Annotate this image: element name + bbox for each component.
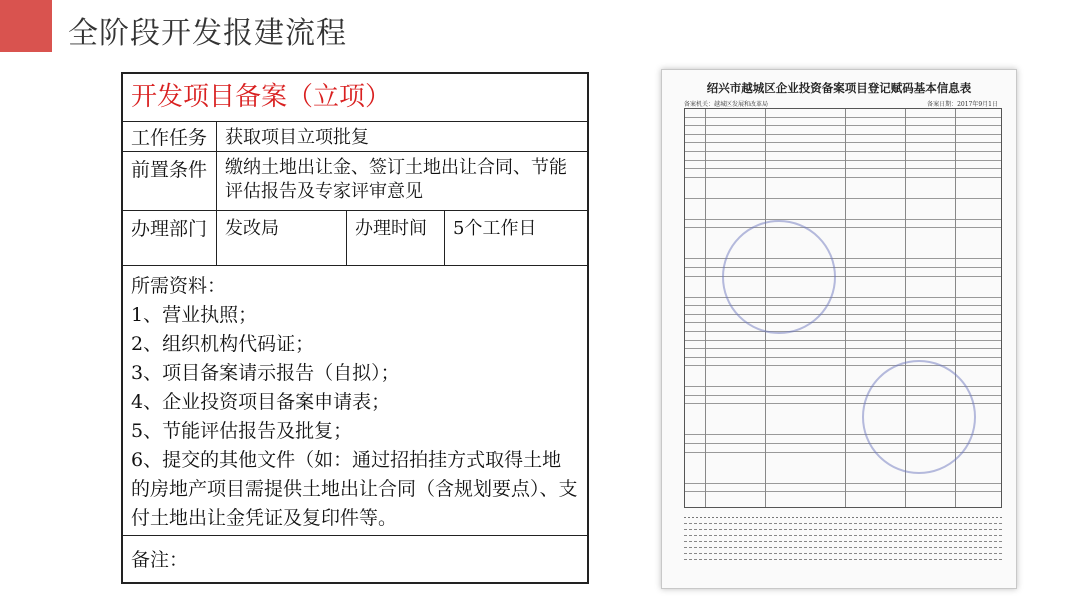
- department-row: [123, 211, 587, 266]
- precondition-label: 前置条件: [123, 152, 217, 210]
- title-accent-bar: [0, 0, 52, 52]
- official-seal: [722, 220, 836, 334]
- scanned-filing-document: [661, 69, 1017, 589]
- official-seal: [862, 360, 976, 474]
- processing-time-label: 办理时间: [347, 211, 445, 265]
- document-meta: [684, 99, 998, 108]
- form-heading-row: [123, 74, 587, 122]
- processing-time-value: 5个工作日: [453, 218, 537, 239]
- precondition-value: 缴纳土地出让金、签订土地出让合同、节能评估报告及专家评审意见: [225, 157, 567, 202]
- material-item: 4、企业投资项目备案申请表；: [131, 391, 391, 413]
- form-heading: 开发项目备案（立项）: [131, 82, 392, 112]
- filing-form-table: [121, 72, 589, 584]
- filing-authority: 备案机关：越城区发展和改革局: [684, 101, 769, 108]
- task-value: 获取项目立项批复: [225, 127, 369, 148]
- document-title: 绍兴市越城区企业投资备案项目登记赋码基本信息表: [706, 81, 972, 95]
- note-label: 备注：: [131, 549, 189, 571]
- task-label: 工作任务: [123, 122, 217, 151]
- slide-title: 全阶段开发报建流程: [68, 16, 347, 51]
- precondition-row: [123, 152, 587, 211]
- materials-title: 所需资料：: [131, 275, 227, 297]
- filing-date: 备案日期：2017年9月1日: [927, 101, 998, 108]
- material-item: 1、营业执照；: [131, 304, 258, 326]
- material-item: 6、提交的其他文件（如：通过招拍挂方式取得土地的房地产项目需提供土地出让合同（含规划要点）、支付土地出让金凭证及复印件等。: [131, 449, 578, 529]
- document-notes: [684, 514, 1002, 560]
- material-item: 3、项目备案请示报告（自拟）；: [131, 362, 400, 384]
- material-item: 2、组织机构代码证；: [131, 333, 315, 355]
- department-value: 发改局: [217, 211, 347, 265]
- task-row: [123, 122, 587, 152]
- department-label: 办理部门: [123, 211, 217, 265]
- material-item: 5、节能评估报告及批复；: [131, 420, 353, 442]
- required-materials: [123, 266, 587, 536]
